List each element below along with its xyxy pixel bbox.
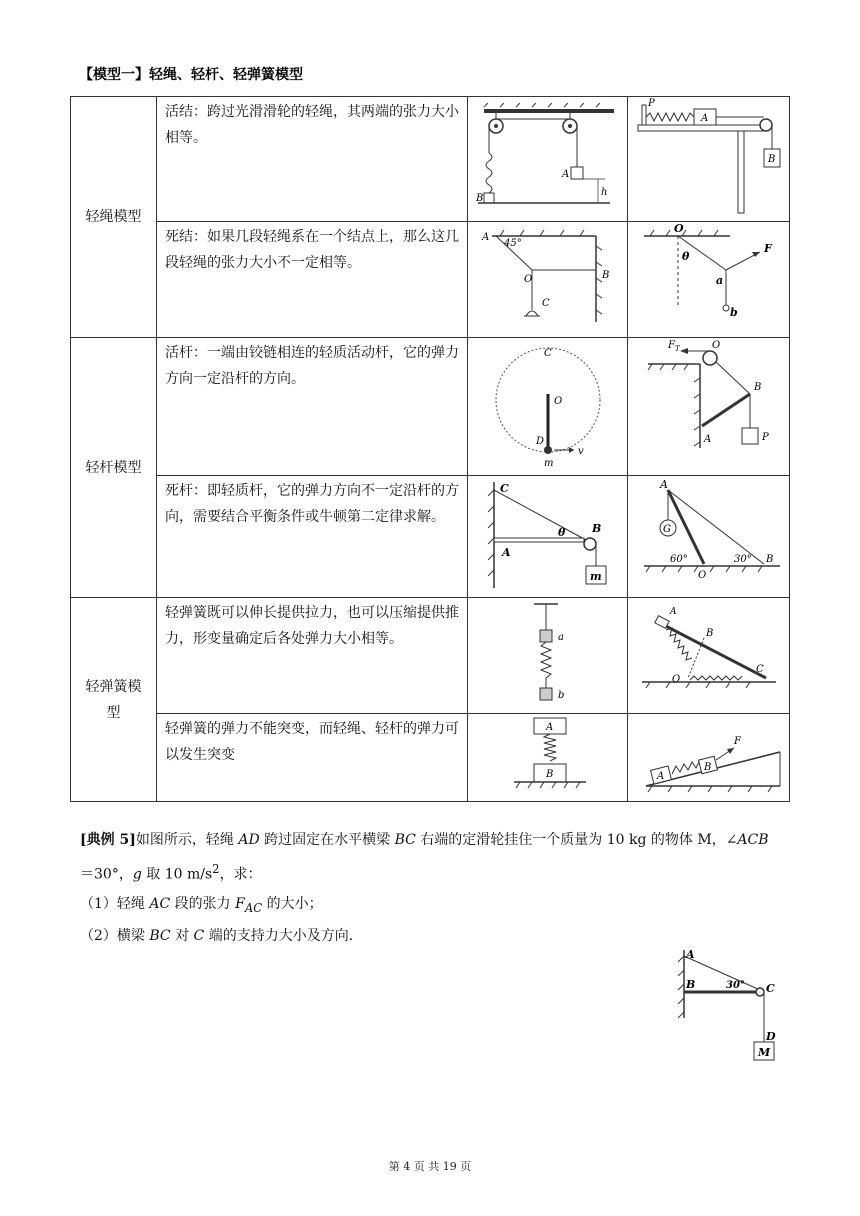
svg-text:O: O xyxy=(673,222,684,235)
figure-cell xyxy=(628,476,790,598)
knot-force-figure xyxy=(630,222,788,332)
problem-text: 对 xyxy=(170,928,194,945)
problem-sub: AC xyxy=(244,900,263,915)
table-row xyxy=(71,476,790,598)
problem-line-1 xyxy=(80,826,790,855)
svg-text:C: C xyxy=(755,664,764,675)
example-label: [典例 5] xyxy=(80,832,136,848)
svg-text:a: a xyxy=(557,632,564,643)
svg-text:T: T xyxy=(674,345,680,353)
problem-line-2 xyxy=(80,855,790,890)
description-cell: 活杆：一端由铰链相连的轻质活动杆，它的弹力方向一定沿杆的方向。 xyxy=(157,338,468,476)
svg-text:A: A xyxy=(481,232,489,243)
incline-spring-figure xyxy=(630,598,788,710)
svg-text:m: m xyxy=(543,458,553,469)
svg-text:D: D xyxy=(535,436,544,447)
label-angle: 30° xyxy=(726,980,745,991)
figure-cell xyxy=(468,222,628,338)
svg-text:B: B xyxy=(475,193,483,204)
svg-text:B: B xyxy=(765,554,773,565)
svg-text:B: B xyxy=(591,522,601,535)
svg-text:A: A xyxy=(669,607,676,617)
svg-text:B: B xyxy=(753,382,761,393)
svg-text:θ: θ xyxy=(681,250,689,263)
hinged-rod-figure xyxy=(630,338,788,472)
problem-var: F xyxy=(235,895,245,912)
description-cell: 轻弹簧的弹力不能突变，而轻绳、轻杆的弹力可以发生突变 xyxy=(157,714,468,802)
table-row xyxy=(71,97,790,222)
svg-text:v: v xyxy=(577,446,584,457)
svg-text:B: B xyxy=(705,628,713,639)
hanging-spring-figure xyxy=(470,598,626,710)
svg-text:F: F xyxy=(763,242,772,255)
problem-text: （2）横梁 xyxy=(80,928,150,945)
problem-text: 如图所示，轻绳 xyxy=(135,832,239,848)
table-row xyxy=(71,598,790,714)
section-heading: 【模型一】轻绳、轻杆、轻弹簧模型 xyxy=(79,67,303,83)
problem-text: 跨过固定在水平横梁 xyxy=(259,832,395,848)
svg-text:O: O xyxy=(553,396,562,407)
rod-cable-angle-figure xyxy=(630,476,788,594)
description-cell: 活结：跨过光滑滑轮的轻绳，其两端的张力大小相等。 xyxy=(157,97,468,222)
svg-text:F: F xyxy=(733,736,741,747)
figure-cell xyxy=(628,598,790,714)
figure-cell xyxy=(468,338,628,476)
page-footer: 第 4 页 共 19 页 xyxy=(388,1160,472,1173)
svg-text:b: b xyxy=(557,690,564,701)
figure-cell xyxy=(628,222,790,338)
svg-text:a: a xyxy=(715,274,723,287)
problem-sup: 2 xyxy=(212,862,220,876)
beam-pulley-figure xyxy=(668,946,788,1072)
svg-text:O: O xyxy=(697,570,706,581)
svg-text:30°: 30° xyxy=(733,554,752,565)
table-row xyxy=(71,222,790,338)
problem-var: ACB xyxy=(737,832,769,848)
problem-text: （1）轻绳 xyxy=(80,895,150,912)
svg-text:C: C xyxy=(541,298,550,309)
label-d: D xyxy=(766,1030,776,1043)
problem-text: 段的张力 xyxy=(170,895,236,912)
problem-var: g xyxy=(132,866,142,883)
problem-var: BC xyxy=(149,928,171,945)
svg-text:60°: 60° xyxy=(669,554,688,565)
problem-text: 右端的定滑轮挂住一个质量为 10 kg 的物体 M，∠ xyxy=(415,832,738,848)
figure-cell xyxy=(468,714,628,802)
svg-text:b: b xyxy=(729,306,738,319)
label-m: M xyxy=(758,1046,771,1059)
fixed-rod-figure xyxy=(470,476,626,594)
svg-text:A: A xyxy=(656,771,664,782)
problem-text: ＝30°， xyxy=(80,866,133,883)
figure-cell xyxy=(628,714,790,802)
svg-text:C: C xyxy=(543,348,552,359)
rotating-rod-figure xyxy=(470,338,626,472)
category-cell: 轻绳模型 xyxy=(71,97,157,338)
problem-var: AC xyxy=(149,895,171,912)
svg-text:B: B xyxy=(703,762,711,773)
problem-var: C xyxy=(193,928,205,945)
svg-text:B: B xyxy=(601,270,609,281)
svg-text:45°: 45° xyxy=(503,238,522,249)
description-cell: 轻弹簧既可以伸长提供拉力，也可以压缩提供推力，形变量确定后各处弹力大小相等。 xyxy=(157,598,468,714)
figure-cell xyxy=(468,476,628,598)
figure-cell xyxy=(468,598,628,714)
svg-text:B: B xyxy=(767,154,775,165)
problem-text: 端的支持力大小及方向． xyxy=(204,928,363,945)
label-a: A xyxy=(686,948,695,961)
problem-text: 的大小； xyxy=(262,895,323,912)
figure-cell xyxy=(468,97,628,222)
svg-text:F: F xyxy=(667,340,675,351)
svg-text:m: m xyxy=(589,570,602,583)
dead-knot-figure xyxy=(470,222,626,332)
problem-figure xyxy=(668,946,788,1076)
pulley-spring-figure xyxy=(470,97,626,217)
svg-text:A: A xyxy=(561,169,569,180)
label-b: B xyxy=(686,978,696,991)
svg-text:O: O xyxy=(671,674,680,685)
svg-text:A: A xyxy=(703,434,711,445)
description-cell: 死结：如果几段轻绳系在一个结点上，那么这几段轻绳的张力大小不一定相等。 xyxy=(157,222,468,338)
figure-cell xyxy=(628,97,790,222)
problem-var: BC xyxy=(394,832,416,848)
svg-text:G: G xyxy=(662,524,671,535)
svg-text:A: A xyxy=(501,546,511,559)
figure-cell xyxy=(628,338,790,476)
models-table xyxy=(70,96,790,802)
label-c: C xyxy=(766,982,775,995)
category-cell: 轻杆模型 xyxy=(71,338,157,598)
svg-text:θ: θ xyxy=(557,526,565,539)
question-1 xyxy=(80,890,790,923)
table-row xyxy=(71,338,790,476)
svg-text:P: P xyxy=(761,432,769,443)
problem-var: AD xyxy=(238,832,260,848)
table-pulley-figure xyxy=(630,97,788,217)
svg-text:O: O xyxy=(523,274,532,285)
stacked-blocks-spring-figure xyxy=(470,714,626,800)
svg-text:A: A xyxy=(545,722,553,733)
svg-text:O: O xyxy=(711,340,720,351)
problem-text: ，求： xyxy=(219,866,262,883)
table-row xyxy=(71,714,790,802)
problem-text: 取 10 m/s xyxy=(141,866,213,883)
category-cell: 轻弹簧模型 xyxy=(71,598,157,802)
svg-text:B: B xyxy=(545,769,553,780)
svg-text:P: P xyxy=(647,98,655,109)
svg-text:A: A xyxy=(659,478,668,491)
svg-text:A: A xyxy=(700,113,708,124)
example-problem xyxy=(80,826,790,951)
description-cell: 死杆：即轻质杆，它的弹力方向不一定沿杆的方向，需要结合平衡条件或牛顿第二定律求解。 xyxy=(157,476,468,598)
incline-push-figure xyxy=(630,714,788,800)
svg-text:C: C xyxy=(499,482,509,495)
svg-text:h: h xyxy=(600,187,607,198)
